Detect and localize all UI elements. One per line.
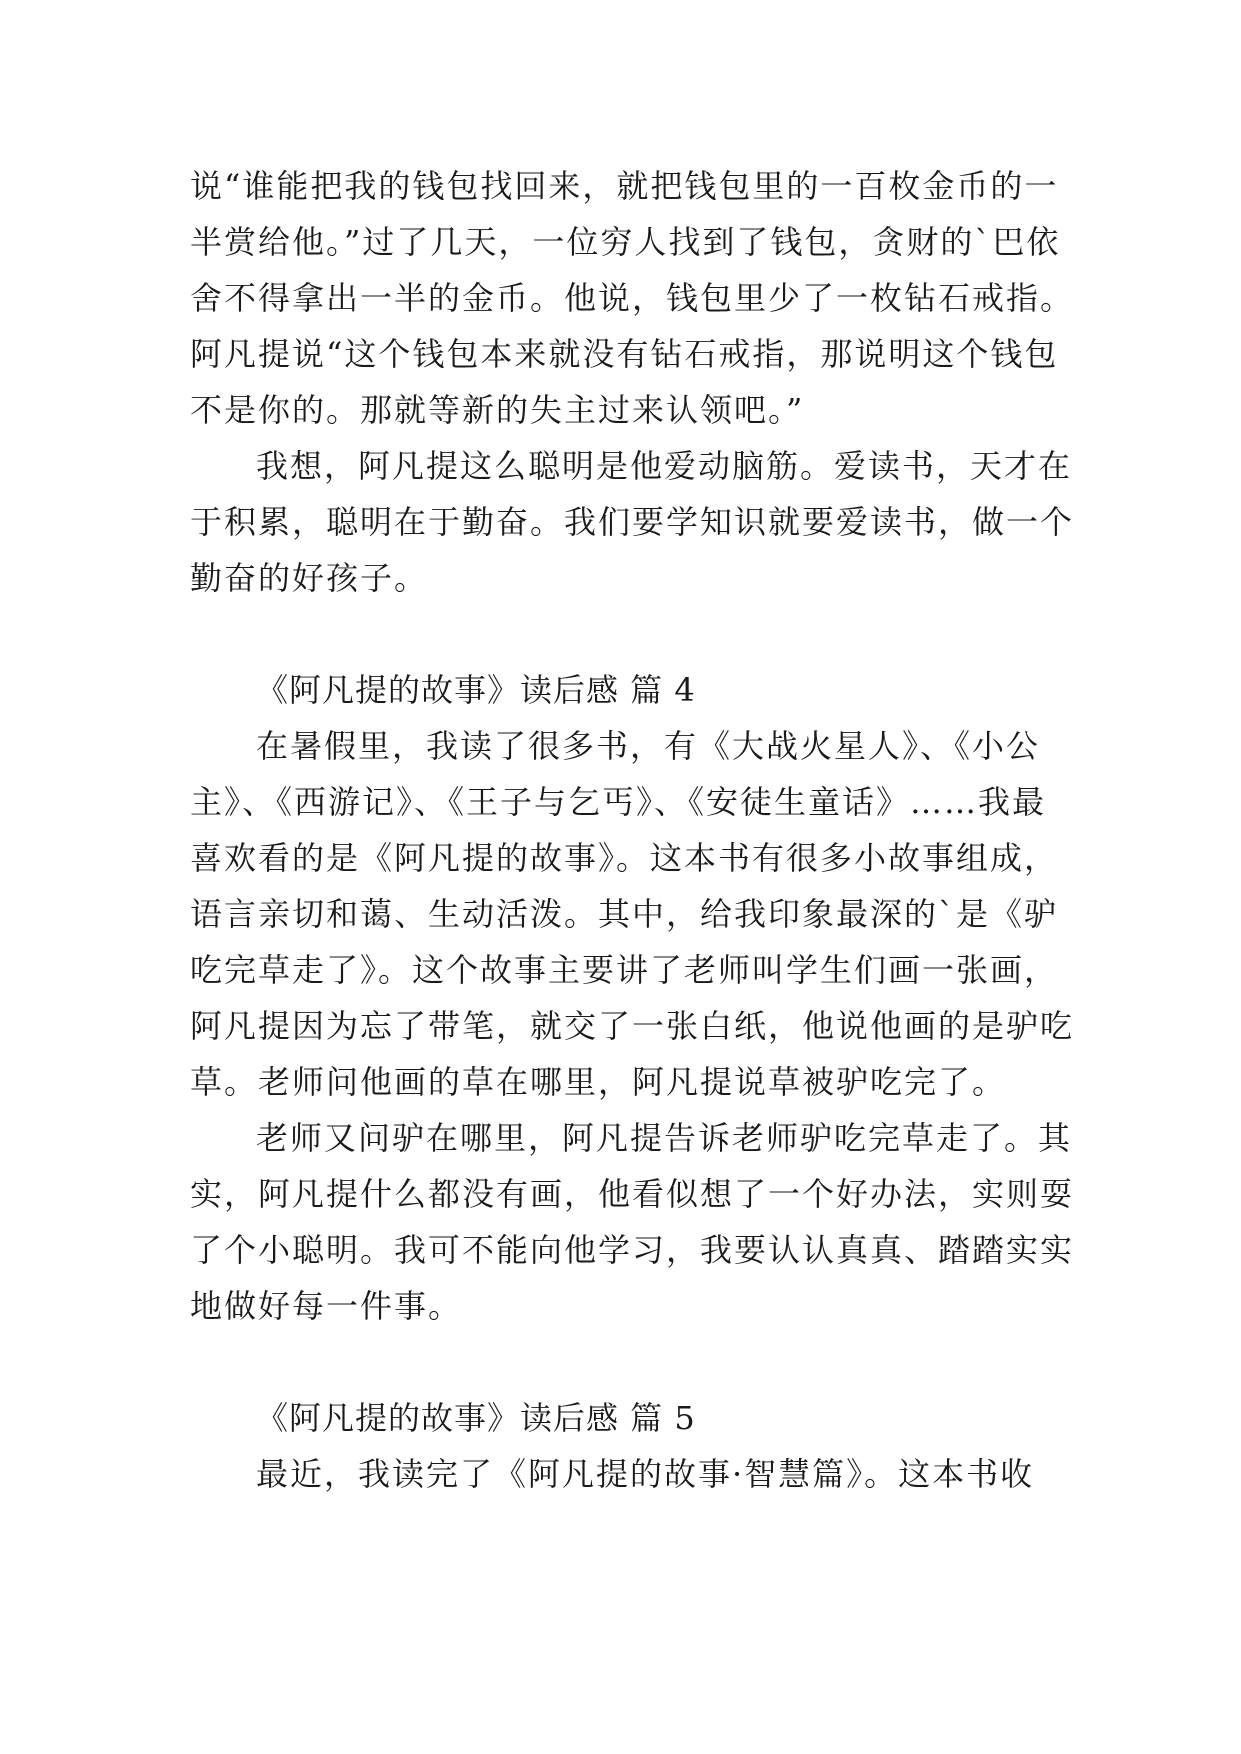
paragraph-conclusion	[190, 438, 1075, 606]
section-title-5: 《阿凡提的故事》读后感 篇 5	[256, 1399, 696, 1437]
section-4-paragraph-2	[190, 1110, 1075, 1334]
section-4-paragraph-1	[190, 718, 1075, 1110]
text-line: 我想，阿凡提这么聪明是他爱动脑筋。爱读书，天才在	[256, 447, 1073, 485]
text-line: 在暑假里，我读了很多书，有《大战火星人》、《小公	[256, 727, 1041, 765]
text-line: 最近，我读完了《阿凡提的故事·智慧篇》。这本书收	[256, 1455, 1035, 1493]
text-line: 舍不得拿出一半的金币。他说，钱包里少了一枚钻石戒指。	[190, 279, 1075, 317]
paragraph-continued	[190, 158, 1075, 438]
text-line: 主》、《西游记》、《王子与乞丐》、《安徒生童话》……我最	[190, 783, 1047, 821]
document-body	[190, 158, 1075, 1502]
text-line: 实，阿凡提什么都没有画，他看似想了一个好办法，实则耍	[190, 1175, 1075, 1213]
text-line: 勤奋的好孩子。	[190, 559, 429, 597]
text-line: 于积累，聪明在于勤奋。我们要学知识就要爱读书，做一个	[190, 503, 1075, 541]
text-line: 阿凡提说“这个钱包本来就没有钻石戒指，那说明这个钱包	[190, 335, 1059, 373]
text-line: 草。老师问他画的草在哪里，阿凡提说草被驴吃完了。	[190, 1063, 1007, 1101]
section-gap	[190, 1334, 1070, 1390]
text-line: 不是你的。那就等新的失主过来认领吧。”	[190, 391, 805, 429]
text-line: 喜欢看的是《阿凡提的故事》。这本书有很多小故事组成，	[190, 839, 1059, 877]
text-line: 地做好每一件事。	[190, 1287, 463, 1325]
text-line: 半赏给他。”过了几天，一位穷人找到了钱包，贪财的`巴依	[190, 223, 1061, 261]
section-title-4: 《阿凡提的故事》读后感 篇 4	[256, 671, 696, 709]
text-line: 语言亲切和蔼、生动活泼。其中，给我印象最深的`是《驴	[190, 895, 1059, 933]
text-line: 说“谁能把我的钱包找回来，就把钱包里的一百枚金币的一	[190, 167, 1059, 205]
text-line: 阿凡提因为忘了带笔，就交了一张白纸，他说他画的是驴吃	[190, 1007, 1075, 1045]
text-line: 吃完草走了》。这个故事主要讲了老师叫学生们画一张画，	[190, 951, 1059, 989]
text-line: 老师又问驴在哪里，阿凡提告诉老师驴吃完草走了。其	[256, 1119, 1073, 1157]
section-gap	[190, 606, 1070, 662]
section-5-paragraph-1	[190, 1446, 1070, 1502]
text-line: 了个小聪明。我可不能向他学习，我要认认真真、踏踏实实	[190, 1231, 1075, 1269]
